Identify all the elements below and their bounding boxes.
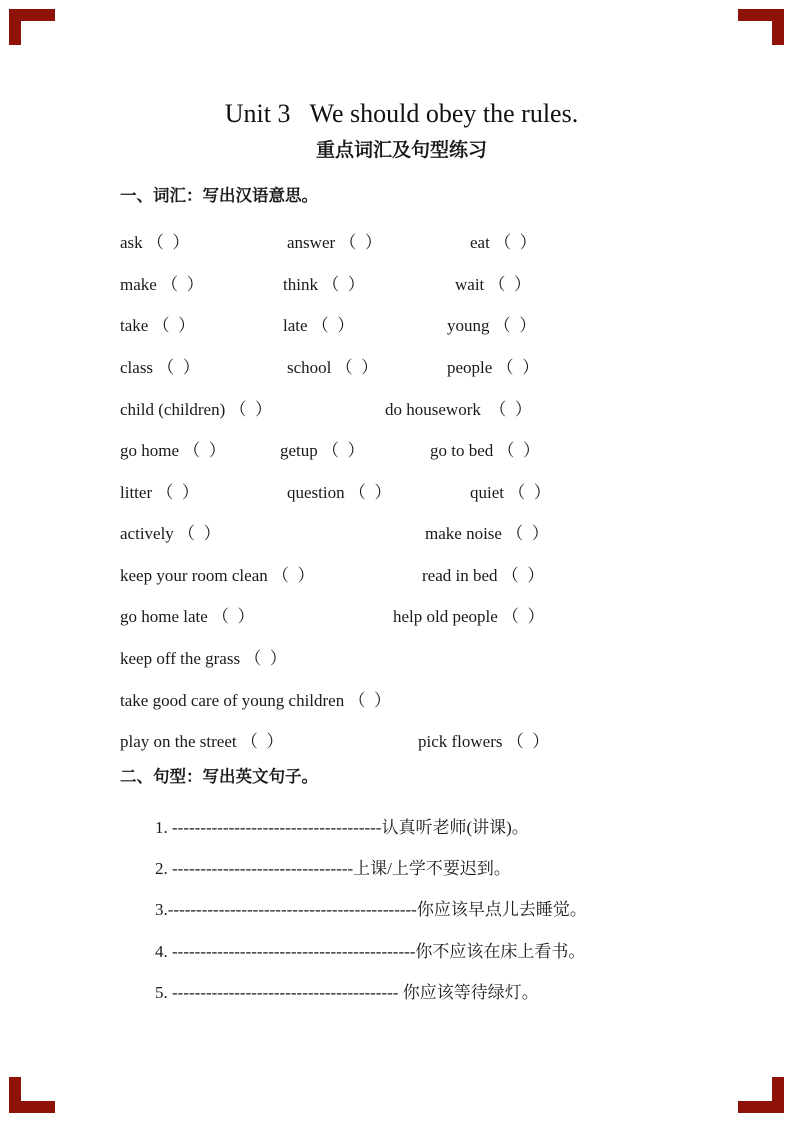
vocab-item: eat （ ） [470,233,537,253]
vocab-item: help old people （ ） [393,607,545,627]
page-subtitle: 重点词汇及句型练习 [315,140,487,162]
vocab-row [120,511,683,553]
vocab-item: think （ ） [283,274,365,294]
vocab-item: quiet （ ） [470,482,551,502]
vocab-item: people （ ） [447,357,540,377]
vocab-item: young （ ） [447,316,537,336]
vocab-item: question （ ） [287,482,392,502]
vocab-item: go home （ ） [120,441,226,461]
crop-mark-top-left [9,9,55,45]
sentence-line: 2. --------------------------------上课/上学不要迟到。 [155,858,511,878]
vocabulary-section-heading: 一、词汇：写出汉语意思。 [120,186,318,206]
sentence-line: 1. -------------------------------------认真听老师(讲课)。 [155,817,529,837]
vocab-item: ask （ ） [120,233,190,253]
vocab-row [120,261,683,303]
sentence-line: 4. -------------------------------------------你不应该在床上看书。 [155,941,586,961]
vocab-item: take good care of young children （ ） [120,690,391,710]
crop-mark-bottom-left [9,1077,55,1113]
vocab-item: actively （ ） [120,524,221,544]
vocab-item: wait （ ） [455,274,532,294]
vocab-item: class （ ） [120,357,200,377]
vocab-row [120,594,683,636]
vocab-row [120,303,683,345]
vocab-row [120,677,683,719]
vocab-item: read in bed （ ） [422,565,545,585]
vocab-row [120,386,683,428]
vocab-item: play on the street （ ） [120,732,284,752]
vocab-row [120,719,683,761]
vocab-item: make noise （ ） [425,524,549,544]
sentence-section-heading: 二、句型：写出英文句子。 [120,766,318,786]
vocab-item: litter （ ） [120,482,199,502]
vocab-item: keep your room clean （ ） [120,565,315,585]
vocab-row [120,345,683,387]
vocab-item: getup （ ） [280,441,365,461]
sentence-line: 3.--------------------------------------------你应该早点儿去睡觉。 [155,900,587,920]
sentence-list [120,804,683,1011]
vocab-item: take （ ） [120,316,196,336]
vocab-row [120,636,683,678]
vocab-row [120,553,683,595]
vocab-item: pick flowers （ ） [418,732,550,752]
vocab-item: late （ ） [283,316,355,336]
page-title: Unit 3 We should obey the rules. [224,99,579,128]
vocab-item: go to bed （ ） [430,441,541,461]
vocab-item: child (children) （ ） [120,399,273,419]
vocab-item: school （ ） [287,357,379,377]
vocab-row [120,220,683,262]
vocab-row [120,469,683,511]
vocabulary-list [120,220,683,761]
vocab-item: make （ ） [120,274,204,294]
sentence-line: 5. ---------------------------------------- 你应该等待绿灯。 [155,983,539,1003]
vocab-item: do housework （ ） [385,399,532,419]
vocab-item: keep off the grass （ ） [120,649,287,669]
crop-mark-top-right [738,9,784,45]
crop-mark-bottom-right [738,1077,784,1113]
vocab-row [120,428,683,470]
vocab-item: answer （ ） [287,233,382,253]
vocab-item: go home late （ ） [120,607,255,627]
